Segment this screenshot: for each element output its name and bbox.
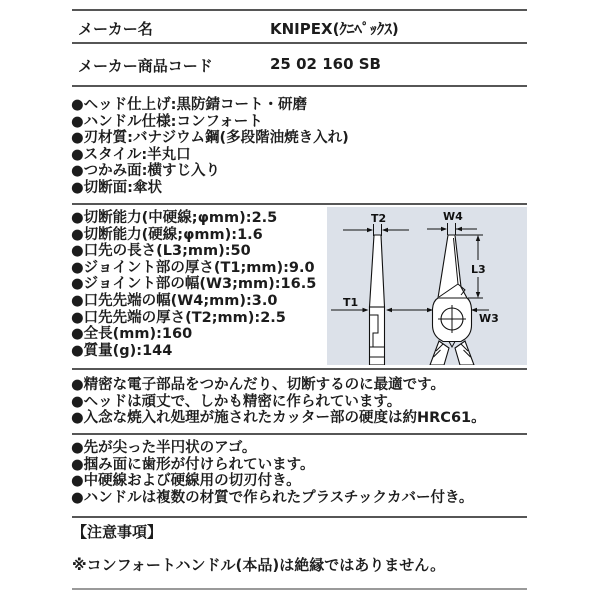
notice-heading: 【注意事項】	[72, 523, 163, 541]
description-item: ●入念な焼入れ処理が施されたカッター部の硬度は約HRC61。	[71, 410, 486, 427]
dimension-item: ●切断能力(中硬線;φmm):2.5	[71, 210, 278, 226]
feature-item: ●中硬線および硬線用の切刃付き。	[71, 473, 301, 490]
dimension-item: ●ジョイント部の厚さ(T1;mm):9.0	[71, 259, 315, 276]
description-item: ●精密な電子部品をつかんだり、切断するのに最適です。	[71, 377, 445, 393]
divider	[72, 9, 527, 11]
dimension-item: ●質量(g):144	[71, 342, 173, 359]
feature-item: ●先が尖った半円状のアゴ。	[71, 440, 257, 456]
maker-name-label: メーカー名	[78, 20, 153, 38]
feature-item: ●ハンドルは複数の材質で作られたプラスチックカバー付き。	[71, 489, 474, 506]
maker-code-label: メーカー商品コード	[78, 57, 213, 75]
dimension-item: ●ジョイント部の幅(W3;mm):16.5	[71, 276, 317, 293]
dimension-list	[71, 210, 316, 359]
dimension-item: ●口先先端の厚さ(T2;mm):2.5	[71, 309, 286, 326]
divider	[72, 588, 527, 590]
divider	[72, 368, 527, 370]
spec-item: ●スタイル:半丸口	[71, 146, 191, 163]
spec-item: ●ヘッド仕上げ:黒防錆コート・研磨	[71, 97, 307, 113]
divider	[72, 85, 527, 87]
divider	[72, 433, 527, 435]
maker-code-value: 25 02 160 SB	[270, 55, 381, 73]
diagram-label-w4: W4	[443, 210, 463, 223]
dimension-item: ●口先の長さ(L3;mm):50	[71, 243, 251, 260]
diagram-label-w3: W3	[479, 312, 499, 325]
spec-item: ●ハンドル仕様:コンフォート	[71, 113, 263, 130]
notice-text: ※コンフォートハンドル(本品)は絶縁ではありません。	[72, 556, 446, 574]
spec-item: ●刃材質:バナジウム鋼(多段階油焼き入れ)	[71, 130, 349, 147]
diagram-label-t2: T2	[371, 212, 387, 225]
spec-item: ●つかみ面:横すじ入り	[71, 163, 220, 180]
dimension-item: ●切断能力(硬線;φmm):1.6	[71, 226, 263, 243]
feature-list	[71, 440, 473, 506]
dimension-item: ●口先先端の幅(W4;mm):3.0	[71, 292, 278, 309]
maker-name-value: KNIPEX(ｸﾆﾍﾟｯｸｽ)	[270, 20, 399, 38]
description-item: ●ヘッドは頑丈で、しかも精密に作られています。	[71, 393, 402, 410]
spec-list	[71, 97, 349, 197]
pliers-diagram	[327, 207, 527, 365]
description-list	[71, 377, 486, 427]
dimension-item: ●全長(mm):160	[71, 326, 193, 343]
spec-item: ●切断面:傘状	[71, 179, 162, 196]
divider	[72, 42, 527, 44]
divider	[72, 516, 527, 518]
divider	[72, 203, 527, 205]
diagram-label-t1: T1	[343, 296, 359, 309]
feature-item: ●掴み面に歯形が付けられています。	[71, 456, 315, 473]
diagram-label-l3: L3	[471, 263, 486, 276]
